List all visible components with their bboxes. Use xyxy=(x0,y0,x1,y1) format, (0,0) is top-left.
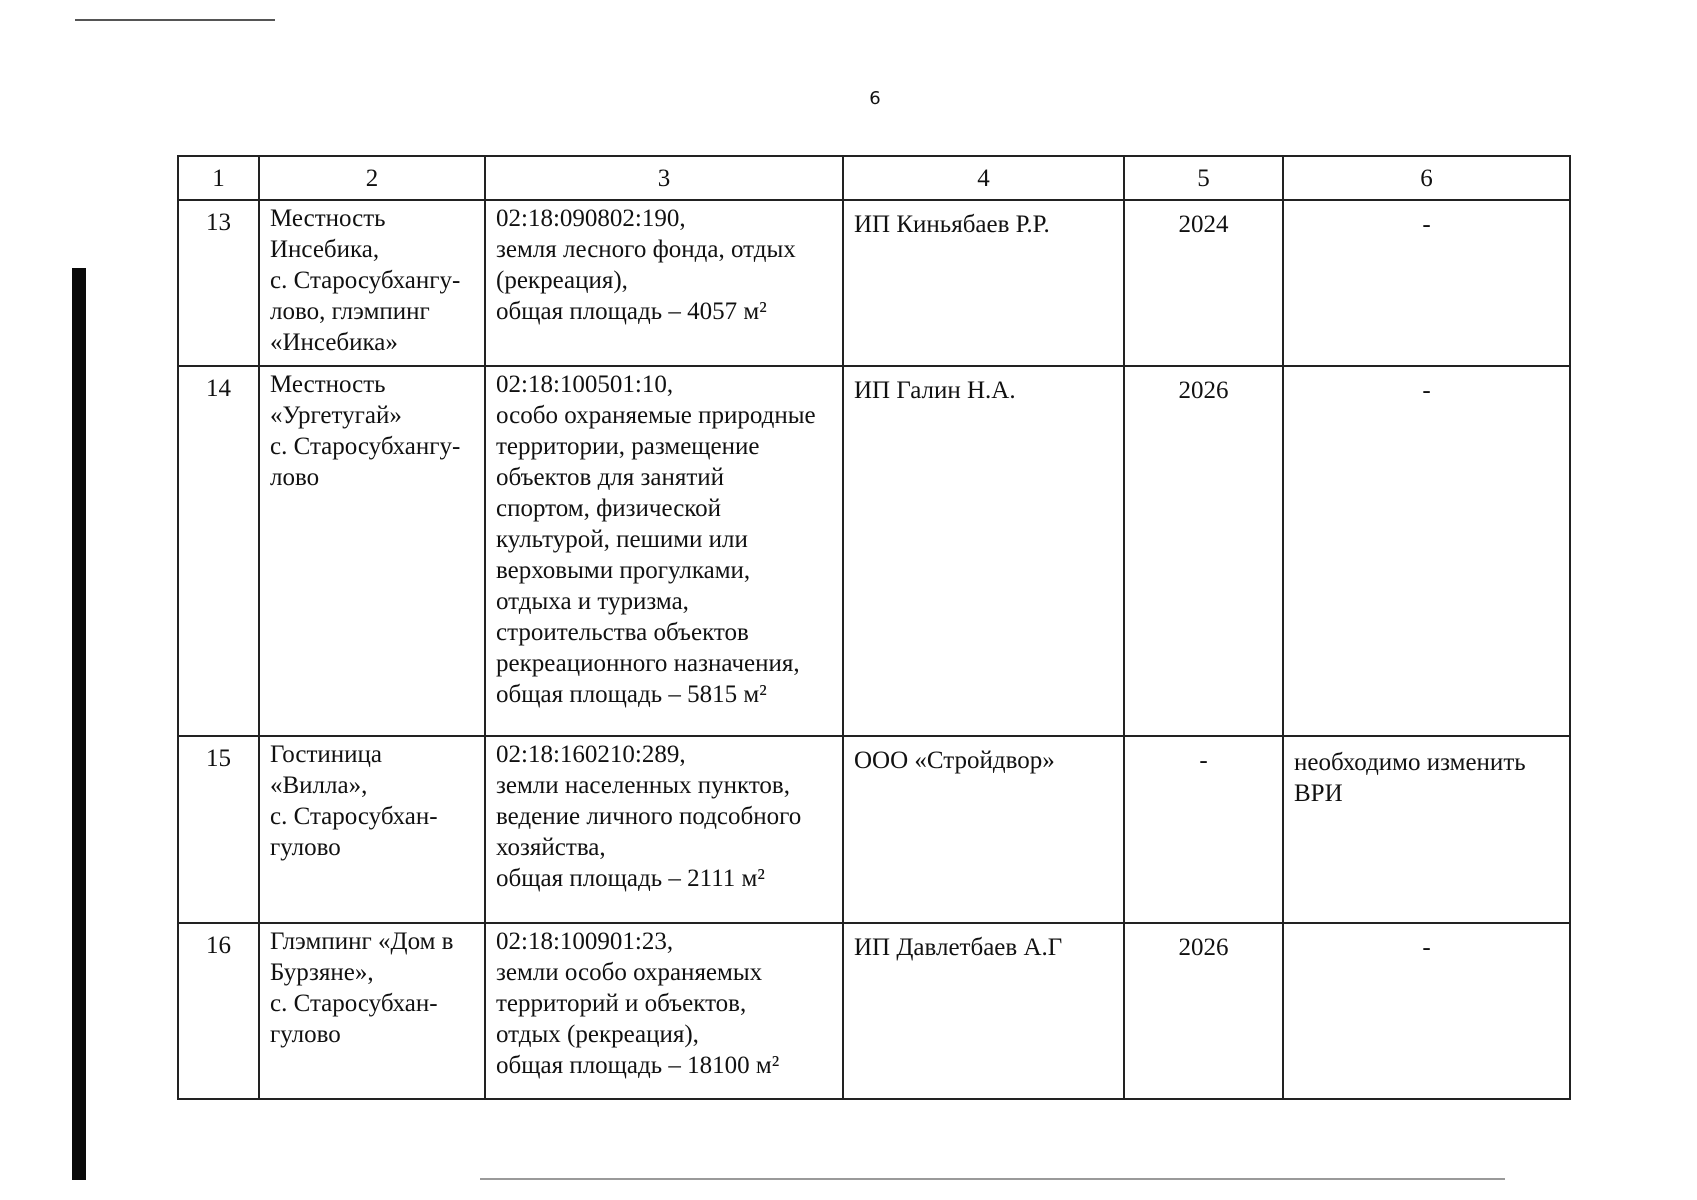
column-header: 3 xyxy=(485,156,843,200)
owner-cell: ИП Давлетбаев А.Г xyxy=(843,923,1124,1099)
row-number: 15 xyxy=(178,736,259,923)
table-row xyxy=(178,736,1570,923)
plot-cell: 02:18:100901:23, земли особо охраняемых территорий и объектов, отдых (рекреация), общая площадь – 18100 м² xyxy=(485,923,843,1099)
year-cell: 2026 xyxy=(1124,923,1283,1099)
note-cell: необходимо изменить ВРИ xyxy=(1283,736,1570,923)
top-rule xyxy=(75,19,275,21)
owner-cell: ИП Галин Н.А. xyxy=(843,366,1124,736)
row-number: 13 xyxy=(178,200,259,366)
row-number: 16 xyxy=(178,923,259,1099)
table-row xyxy=(178,366,1570,736)
plot-cell: 02:18:090802:190, земля лесного фонда, отдых (рекреация), общая площадь – 4057 м² xyxy=(485,200,843,366)
note-cell: - xyxy=(1283,366,1570,736)
location-cell: Местность Инсебика, с. Старосубхангу- лово, глэмпинг «Инсебика» xyxy=(259,200,485,366)
owner-cell: ООО «Стройдвор» xyxy=(843,736,1124,923)
register-table xyxy=(177,155,1571,1100)
note-cell: - xyxy=(1283,200,1570,366)
location-cell: Местность «Ургетугай» с. Старосубхангу- лово xyxy=(259,366,485,736)
scan-edge-bar xyxy=(72,268,86,1180)
note-cell: - xyxy=(1283,923,1570,1099)
column-header: 1 xyxy=(178,156,259,200)
bottom-rule xyxy=(480,1178,1505,1180)
plot-cell: 02:18:100501:10, особо охраняемые природные территории, размещение объектов для занятий спортом, физической культурой, пешими или верховыми прогулками, отдыха и туризма, строительства объектов рекреационного назначения, общая площадь – 5815 м² xyxy=(485,366,843,736)
column-header: 4 xyxy=(843,156,1124,200)
column-header: 2 xyxy=(259,156,485,200)
row-number: 14 xyxy=(178,366,259,736)
page-number: 6 xyxy=(869,88,881,109)
owner-cell: ИП Киньябаев Р.Р. xyxy=(843,200,1124,366)
column-header: 5 xyxy=(1124,156,1283,200)
plot-cell: 02:18:160210:289, земли населенных пунктов, ведение личного подсобного хозяйства, общая площадь – 2111 м² xyxy=(485,736,843,923)
header-row xyxy=(178,156,1570,200)
location-cell: Глэмпинг «Дом в Бурзяне», с. Старосубхан- гулово xyxy=(259,923,485,1099)
column-header: 6 xyxy=(1283,156,1570,200)
year-cell: 2024 xyxy=(1124,200,1283,366)
year-cell: 2026 xyxy=(1124,366,1283,736)
table-row xyxy=(178,923,1570,1099)
table-row xyxy=(178,200,1570,366)
year-cell: - xyxy=(1124,736,1283,923)
location-cell: Гостиница «Вилла», с. Старосубхан- гулово xyxy=(259,736,485,923)
